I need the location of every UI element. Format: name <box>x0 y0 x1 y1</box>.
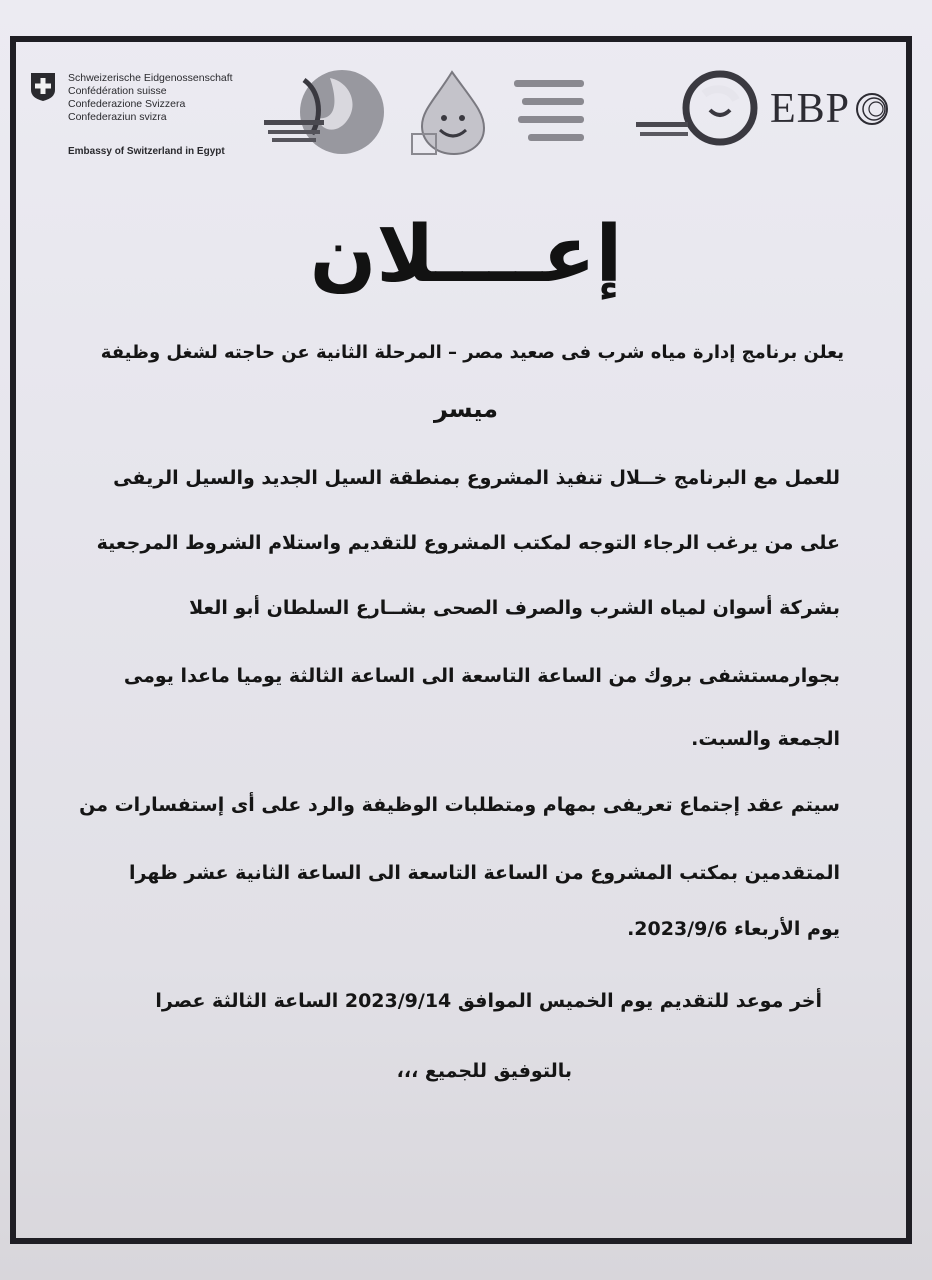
notice-intro: يعلن برنامج إدارة مياه شرب فى صعيد مصر – المرحلة الثانية عن حاجته لشغل وظيفة <box>100 342 844 363</box>
ebp-logo <box>770 84 905 134</box>
notice-line-1: للعمل مع البرنامج خــلال تنفيذ المشروع بمنطقة السيل الجديد والسيل الريفى <box>113 467 840 489</box>
swiss-name-it: Confederazione Svizzera <box>68 98 186 110</box>
notice-line-7: المتقدمين بمكتب المشروع من الساعة التاسعة الى الساعة الثانية عشر ظهرا <box>129 862 840 884</box>
closing-line: بالتوفيق للجميع ،،، <box>396 1060 572 1082</box>
notice-line-8: يوم الأربعاء 2023/9/6. <box>627 918 840 940</box>
swiss-cross-icon <box>30 72 56 102</box>
job-title: ميسر <box>433 395 498 423</box>
swiss-name-de: Schweizerische Eidgenossenschaft <box>68 72 233 84</box>
embassy-name: Embassy of Switzerland in Egypt <box>68 146 225 157</box>
swiss-confederation-names <box>68 72 233 124</box>
swiss-name-fr: Confédération suisse <box>68 85 167 97</box>
swiss-name-rm: Confederaziun svizra <box>68 111 167 123</box>
ebp-logo-text: EBP <box>770 86 851 132</box>
notice-line-6: سيتم عقد إجتماع تعريفى بمهام ومتطلبات الوظيفة والرد على أى إستفسارات من <box>79 794 840 816</box>
application-deadline: أخر موعد للتقديم يوم الخميس الموافق 2023/9/14 الساعة الثالثة عصرا <box>155 990 822 1012</box>
water-program-logo-icon <box>410 60 600 160</box>
swiss-embassy-logo <box>30 66 270 166</box>
logo-header <box>30 60 900 170</box>
water-company-logo-icon <box>260 60 390 160</box>
notice-line-3: بشركة أسوان لمياه الشرب والصرف الصحى بشــارع السلطان أبو العلا <box>189 597 840 619</box>
notice-line-4: بجوارمستشفى بروك من الساعة التاسعة الى الساعة الثالثة يوميا ماعدا يومى <box>123 665 840 687</box>
notice-line-2: على من يرغب الرجاء التوجه لمكتب المشروع للتقديم واستلام الشروط المرجعية <box>96 532 840 554</box>
notice-title: إعــــلان <box>309 210 623 300</box>
notice-line-5: الجمعة والسبت. <box>691 728 840 750</box>
aswan-water-company-logo-icon <box>630 64 760 156</box>
ebp-ring-icon <box>852 88 900 130</box>
